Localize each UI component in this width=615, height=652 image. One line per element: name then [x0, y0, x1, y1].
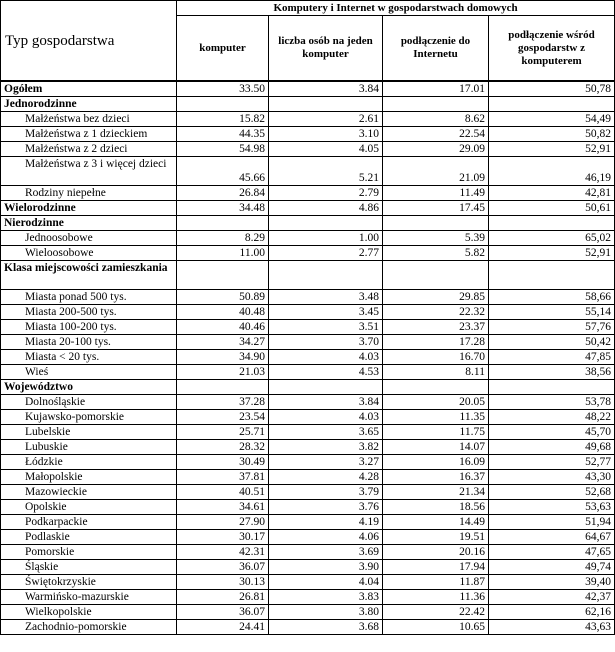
table-cell — [383, 97, 489, 112]
table-cell: 36.07 — [177, 560, 269, 575]
table-row — [1, 186, 615, 201]
row-label: Miasta ponad 500 tys. — [1, 290, 177, 305]
table-cell: 48,22 — [489, 410, 615, 425]
row-label: Miasta 100-200 tys. — [1, 320, 177, 335]
table-cell: 3.84 — [269, 395, 383, 410]
row-label: Lubelskie — [1, 425, 177, 440]
table-cell: 14.07 — [383, 440, 489, 455]
table-cell — [489, 216, 615, 231]
table-row — [1, 395, 615, 410]
table-cell: 2.77 — [269, 246, 383, 261]
table-cell: 1.00 — [269, 231, 383, 246]
table-cell: 28.32 — [177, 440, 269, 455]
table-cell — [269, 261, 383, 290]
group-title: Komputery i Internet w gospodarstwach domowych — [177, 1, 615, 16]
column-header-persons-per-computer: liczba osób na jeden komputer — [269, 16, 383, 82]
column-header-internet-among-computer-owners: podłączenie wśród gospodarstw z komputerem — [489, 16, 615, 82]
table-row — [1, 560, 615, 575]
table-cell: 52,91 — [489, 142, 615, 157]
table-cell: 62,16 — [489, 605, 615, 620]
table-cell — [383, 216, 489, 231]
row-label: Małżeństwa z 1 dzieckiem — [1, 127, 177, 142]
table-cell — [489, 380, 615, 395]
row-label: Ogółem — [1, 81, 177, 97]
table-cell: 51,94 — [489, 515, 615, 530]
table-cell: 33.50 — [177, 81, 269, 97]
table-row — [1, 231, 615, 246]
table-row — [1, 380, 615, 395]
table-cell: 27.90 — [177, 515, 269, 530]
table-row — [1, 305, 615, 320]
table-row — [1, 455, 615, 470]
table-row — [1, 515, 615, 530]
table-cell: 64,67 — [489, 530, 615, 545]
row-label: Kujawsko-pomorskie — [1, 410, 177, 425]
table-cell: 52,91 — [489, 246, 615, 261]
table-cell — [269, 380, 383, 395]
table-cell — [177, 216, 269, 231]
table-row — [1, 590, 615, 605]
table-cell — [269, 97, 383, 112]
table-row — [1, 365, 615, 380]
table-cell: 45,70 — [489, 425, 615, 440]
table-row — [1, 545, 615, 560]
table-cell: 53,63 — [489, 500, 615, 515]
table-cell: 4.86 — [269, 201, 383, 216]
table-cell: 3.79 — [269, 485, 383, 500]
table-cell: 43,30 — [489, 470, 615, 485]
table-cell: 34.48 — [177, 201, 269, 216]
table-cell: 19.51 — [383, 530, 489, 545]
table-cell: 3.65 — [269, 425, 383, 440]
table-cell: 38,56 — [489, 365, 615, 380]
table-cell: 17.45 — [383, 201, 489, 216]
table-cell: 21.09 — [383, 157, 489, 186]
table-cell: 2.61 — [269, 112, 383, 127]
table-cell: 53,78 — [489, 395, 615, 410]
table-row — [1, 530, 615, 545]
table-cell: 3.45 — [269, 305, 383, 320]
table-cell: 42,37 — [489, 590, 615, 605]
table-row — [1, 620, 615, 635]
table-cell: 18.56 — [383, 500, 489, 515]
row-label: Jednoosobowe — [1, 231, 177, 246]
table-header — [1, 1, 615, 82]
table-cell: 50,82 — [489, 127, 615, 142]
table-cell: 40.48 — [177, 305, 269, 320]
table-cell: 34.27 — [177, 335, 269, 350]
row-label: Zachodnio-pomorskie — [1, 620, 177, 635]
table-cell: 10.65 — [383, 620, 489, 635]
table-cell: 36.07 — [177, 605, 269, 620]
table-cell: 16.70 — [383, 350, 489, 365]
table-cell: 54.98 — [177, 142, 269, 157]
row-label: Małopolskie — [1, 470, 177, 485]
table-cell: 40.46 — [177, 320, 269, 335]
table-cell: 22.42 — [383, 605, 489, 620]
row-label: Miasta < 20 tys. — [1, 350, 177, 365]
table-cell: 16.09 — [383, 455, 489, 470]
table-cell: 3.27 — [269, 455, 383, 470]
table-row — [1, 112, 615, 127]
table-cell: 57,76 — [489, 320, 615, 335]
table-cell: 50,61 — [489, 201, 615, 216]
row-label: Województwo — [1, 380, 177, 395]
table-cell: 2.79 — [269, 186, 383, 201]
table-row — [1, 485, 615, 500]
row-label: Małżeństwa z 3 i więcej dzieci — [1, 157, 177, 186]
row-label: Pomorskie — [1, 545, 177, 560]
row-label: Wielorodzinne — [1, 201, 177, 216]
table-cell: 11.00 — [177, 246, 269, 261]
table-cell: 4.19 — [269, 515, 383, 530]
table-cell: 26.84 — [177, 186, 269, 201]
table-cell: 30.17 — [177, 530, 269, 545]
row-label: Warmińsko-mazurskie — [1, 590, 177, 605]
table-cell: 45.66 — [177, 157, 269, 186]
table-cell: 42.31 — [177, 545, 269, 560]
row-label-header: Typ gospodarstwa — [1, 1, 177, 82]
table-cell — [383, 380, 489, 395]
table-cell: 44.35 — [177, 127, 269, 142]
table-cell: 34.61 — [177, 500, 269, 515]
table-cell: 3.76 — [269, 500, 383, 515]
table-row — [1, 605, 615, 620]
row-label: Miasta 20-100 tys. — [1, 335, 177, 350]
row-label: Świętokrzyskie — [1, 575, 177, 590]
table-cell: 47,85 — [489, 350, 615, 365]
table-cell: 42,81 — [489, 186, 615, 201]
table-row — [1, 500, 615, 515]
table-row — [1, 216, 615, 231]
table-cell: 3.90 — [269, 560, 383, 575]
table-cell: 22.32 — [383, 305, 489, 320]
table-cell: 8.29 — [177, 231, 269, 246]
row-label: Lubuskie — [1, 440, 177, 455]
table-cell: 50,78 — [489, 81, 615, 97]
table-cell: 8.62 — [383, 112, 489, 127]
row-label: Klasa miejscowości zamieszkania — [1, 261, 177, 290]
row-label: Małżeństwa z 2 dzieci — [1, 142, 177, 157]
table-cell: 5.21 — [269, 157, 383, 186]
table-cell: 11.75 — [383, 425, 489, 440]
table-cell: 3.84 — [269, 81, 383, 97]
table-cell: 39,40 — [489, 575, 615, 590]
table-row — [1, 261, 615, 290]
table-cell: 15.82 — [177, 112, 269, 127]
table-cell: 58,66 — [489, 290, 615, 305]
row-label: Dolnośląskie — [1, 395, 177, 410]
table-cell: 52,68 — [489, 485, 615, 500]
table-row — [1, 425, 615, 440]
table-cell: 43,63 — [489, 620, 615, 635]
table-cell: 5.39 — [383, 231, 489, 246]
table-cell: 17.94 — [383, 560, 489, 575]
table-cell: 3.68 — [269, 620, 383, 635]
table-cell: 3.80 — [269, 605, 383, 620]
table-cell: 3.83 — [269, 590, 383, 605]
table-row — [1, 350, 615, 365]
table-row — [1, 575, 615, 590]
table-cell: 29.09 — [383, 142, 489, 157]
row-label: Rodziny niepełne — [1, 186, 177, 201]
table-row — [1, 201, 615, 216]
table-cell: 3.48 — [269, 290, 383, 305]
table-cell: 49,68 — [489, 440, 615, 455]
row-label: Podkarpackie — [1, 515, 177, 530]
row-label: Podlaskie — [1, 530, 177, 545]
table-cell: 30.13 — [177, 575, 269, 590]
table-cell: 30.49 — [177, 455, 269, 470]
table-cell: 8.11 — [383, 365, 489, 380]
table-cell: 4.04 — [269, 575, 383, 590]
table-cell: 21.03 — [177, 365, 269, 380]
table-row — [1, 440, 615, 455]
table-cell: 29.85 — [383, 290, 489, 305]
table-cell: 3.10 — [269, 127, 383, 142]
row-label: Opolskie — [1, 500, 177, 515]
table-row — [1, 127, 615, 142]
table-cell: 20.16 — [383, 545, 489, 560]
table-cell: 49,74 — [489, 560, 615, 575]
table-cell — [177, 97, 269, 112]
table-cell: 52,77 — [489, 455, 615, 470]
table-cell: 3.82 — [269, 440, 383, 455]
row-label: Jednorodzinne — [1, 97, 177, 112]
table-cell: 24.41 — [177, 620, 269, 635]
table-cell: 37.81 — [177, 470, 269, 485]
table-row — [1, 246, 615, 261]
table-cell: 3.70 — [269, 335, 383, 350]
table-cell: 21.34 — [383, 485, 489, 500]
table-row — [1, 290, 615, 305]
row-label: Mazowieckie — [1, 485, 177, 500]
table-cell: 3.51 — [269, 320, 383, 335]
table-cell: 4.53 — [269, 365, 383, 380]
table-cell: 3.69 — [269, 545, 383, 560]
table-cell: 4.28 — [269, 470, 383, 485]
table-row — [1, 320, 615, 335]
table-cell: 23.37 — [383, 320, 489, 335]
row-label: Wielkopolskie — [1, 605, 177, 620]
table-cell: 4.06 — [269, 530, 383, 545]
table-cell: 17.28 — [383, 335, 489, 350]
table-cell: 50,42 — [489, 335, 615, 350]
row-label: Wieloosobowe — [1, 246, 177, 261]
table-cell: 14.49 — [383, 515, 489, 530]
table-cell — [177, 380, 269, 395]
table-cell: 25.71 — [177, 425, 269, 440]
table-cell: 11.49 — [383, 186, 489, 201]
table-cell: 11.36 — [383, 590, 489, 605]
table-cell: 4.05 — [269, 142, 383, 157]
table-cell: 40.51 — [177, 485, 269, 500]
table-cell: 11.87 — [383, 575, 489, 590]
table-cell: 23.54 — [177, 410, 269, 425]
table-cell: 50.89 — [177, 290, 269, 305]
table-cell: 17.01 — [383, 81, 489, 97]
row-label: Miasta 200-500 tys. — [1, 305, 177, 320]
table-cell: 55,14 — [489, 305, 615, 320]
table-row — [1, 157, 615, 186]
table-cell: 47,65 — [489, 545, 615, 560]
table-cell: 11.35 — [383, 410, 489, 425]
table-row — [1, 81, 615, 97]
table-cell: 22.54 — [383, 127, 489, 142]
table-row — [1, 335, 615, 350]
table-cell: 20.05 — [383, 395, 489, 410]
row-label: Łódzkie — [1, 455, 177, 470]
table-row — [1, 97, 615, 112]
table-body — [1, 81, 615, 635]
table-cell: 54,49 — [489, 112, 615, 127]
table-cell: 65,02 — [489, 231, 615, 246]
row-label: Nierodzinne — [1, 216, 177, 231]
table-cell: 26.81 — [177, 590, 269, 605]
table-cell: 46,19 — [489, 157, 615, 186]
table-row — [1, 410, 615, 425]
table-cell: 5.82 — [383, 246, 489, 261]
table-row — [1, 142, 615, 157]
table-cell — [177, 261, 269, 290]
table-cell: 34.90 — [177, 350, 269, 365]
column-header-komputer: komputer — [177, 16, 269, 82]
table-cell — [489, 261, 615, 290]
table-cell — [489, 97, 615, 112]
table-cell — [269, 216, 383, 231]
table-cell: 4.03 — [269, 410, 383, 425]
table-cell: 16.37 — [383, 470, 489, 485]
column-header-internet: podłączenie do Internetu — [383, 16, 489, 82]
row-label: Wieś — [1, 365, 177, 380]
table-cell: 4.03 — [269, 350, 383, 365]
row-label: Małżeństwa bez dzieci — [1, 112, 177, 127]
table-cell: 37.28 — [177, 395, 269, 410]
row-label: Śląskie — [1, 560, 177, 575]
table-row — [1, 470, 615, 485]
table-cell — [383, 261, 489, 290]
